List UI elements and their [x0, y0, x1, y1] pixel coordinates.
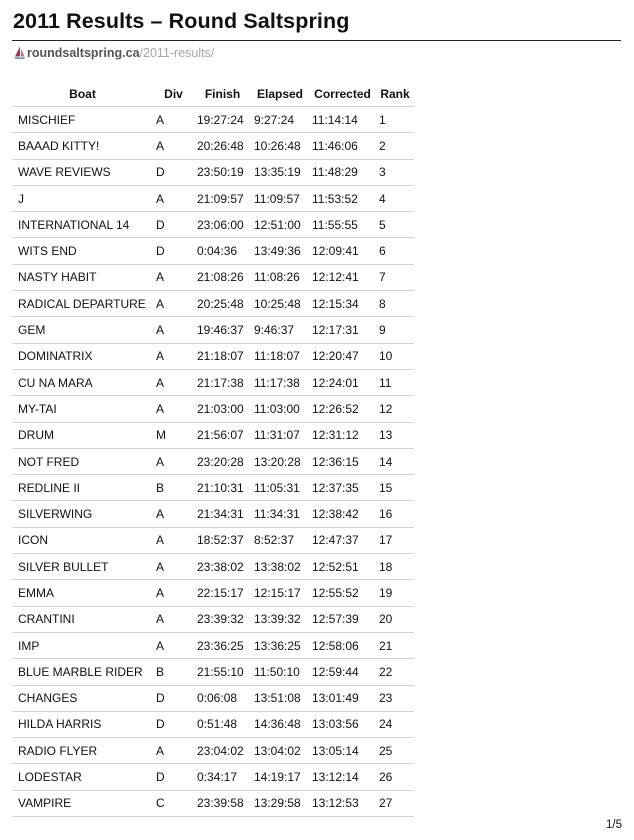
cell-rank: 20	[376, 606, 414, 632]
cell-boat: MY-TAI	[12, 396, 153, 422]
table-row	[12, 790, 414, 816]
cell-elapsed: 13:35:19	[251, 159, 309, 185]
cell-corrected: 12:52:51	[309, 554, 376, 580]
cell-corrected: 12:24:01	[309, 369, 376, 395]
cell-finish: 23:39:32	[194, 606, 251, 632]
cell-rank: 10	[376, 343, 414, 369]
cell-finish: 23:38:02	[194, 554, 251, 580]
cell-div: A	[153, 738, 194, 764]
cell-elapsed: 11:05:31	[251, 475, 309, 501]
cell-corrected: 12:59:44	[309, 659, 376, 685]
cell-rank: 23	[376, 685, 414, 711]
cell-elapsed: 13:38:02	[251, 554, 309, 580]
cell-boat: CU NA MARA	[12, 369, 153, 395]
cell-rank: 27	[376, 790, 414, 816]
cell-rank: 16	[376, 501, 414, 527]
table-row	[12, 264, 414, 290]
cell-finish: 21:55:10	[194, 659, 251, 685]
page-title: 2011 Results – Round Saltspring	[13, 9, 350, 33]
cell-rank: 25	[376, 738, 414, 764]
cell-boat: SILVERWING	[12, 501, 153, 527]
table-row	[12, 317, 414, 343]
cell-corrected: 12:20:47	[309, 343, 376, 369]
cell-elapsed: 13:04:02	[251, 738, 309, 764]
cell-rank: 4	[376, 185, 414, 211]
cell-boat: INTERNATIONAL 14	[12, 212, 153, 238]
cell-corrected: 12:12:41	[309, 264, 376, 290]
table-row	[12, 527, 414, 553]
cell-corrected: 12:38:42	[309, 501, 376, 527]
cell-corrected: 12:09:41	[309, 238, 376, 264]
cell-rank: 9	[376, 317, 414, 343]
cell-finish: 23:36:25	[194, 632, 251, 658]
cell-div: A	[153, 448, 194, 474]
table-row	[12, 369, 414, 395]
cell-div: A	[153, 527, 194, 553]
cell-div: C	[153, 790, 194, 816]
cell-elapsed: 11:03:00	[251, 396, 309, 422]
cell-rank: 24	[376, 711, 414, 737]
header-finish: Finish	[194, 81, 251, 107]
cell-boat: IMP	[12, 632, 153, 658]
cell-finish: 21:34:31	[194, 501, 251, 527]
table-row	[12, 212, 414, 238]
cell-elapsed: 13:36:25	[251, 632, 309, 658]
cell-boat: GEM	[12, 317, 153, 343]
cell-boat: CHANGES	[12, 685, 153, 711]
cell-boat: BAAAD KITTY!	[12, 133, 153, 159]
cell-rank: 18	[376, 554, 414, 580]
table-row	[12, 764, 414, 790]
cell-corrected: 11:14:14	[309, 107, 376, 133]
cell-div: D	[153, 711, 194, 737]
cell-boat: EMMA	[12, 580, 153, 606]
table-row	[12, 632, 414, 658]
cell-finish: 23:04:02	[194, 738, 251, 764]
cell-finish: 0:04:36	[194, 238, 251, 264]
cell-finish: 21:09:57	[194, 185, 251, 211]
cell-div: A	[153, 632, 194, 658]
cell-finish: 19:27:24	[194, 107, 251, 133]
cell-corrected: 13:01:49	[309, 685, 376, 711]
cell-elapsed: 11:31:07	[251, 422, 309, 448]
cell-corrected: 13:12:53	[309, 790, 376, 816]
cell-elapsed: 8:52:37	[251, 527, 309, 553]
cell-finish: 18:52:37	[194, 527, 251, 553]
table-row	[12, 159, 414, 185]
table-row	[12, 554, 414, 580]
cell-boat: SILVER BULLET	[12, 554, 153, 580]
table-row	[12, 291, 414, 317]
cell-elapsed: 9:46:37	[251, 317, 309, 343]
cell-elapsed: 12:51:00	[251, 212, 309, 238]
cell-rank: 6	[376, 238, 414, 264]
header-elapsed: Elapsed	[251, 81, 309, 107]
table-row	[12, 238, 414, 264]
table-header-row	[12, 81, 414, 107]
cell-elapsed: 11:50:10	[251, 659, 309, 685]
cell-div: D	[153, 238, 194, 264]
cell-boat: REDLINE II	[12, 475, 153, 501]
cell-rank: 15	[376, 475, 414, 501]
cell-boat: RADICAL DEPARTURE	[12, 291, 153, 317]
cell-elapsed: 10:26:48	[251, 133, 309, 159]
cell-finish: 0:06:08	[194, 685, 251, 711]
cell-corrected: 12:55:52	[309, 580, 376, 606]
cell-corrected: 12:47:37	[309, 527, 376, 553]
cell-finish: 23:06:00	[194, 212, 251, 238]
cell-rank: 5	[376, 212, 414, 238]
cell-corrected: 12:17:31	[309, 317, 376, 343]
cell-rank: 8	[376, 291, 414, 317]
header-boat: Boat	[12, 81, 153, 107]
cell-corrected: 12:31:12	[309, 422, 376, 448]
cell-rank: 12	[376, 396, 414, 422]
cell-rank: 1	[376, 107, 414, 133]
cell-boat: J	[12, 185, 153, 211]
cell-rank: 17	[376, 527, 414, 553]
cell-finish: 21:18:07	[194, 343, 251, 369]
cell-div: A	[153, 107, 194, 133]
table-row	[12, 422, 414, 448]
cell-div: A	[153, 343, 194, 369]
cell-finish: 21:08:26	[194, 264, 251, 290]
table-row	[12, 475, 414, 501]
table-row	[12, 501, 414, 527]
cell-corrected: 12:57:39	[309, 606, 376, 632]
table-row	[12, 133, 414, 159]
cell-div: A	[153, 133, 194, 159]
cell-rank: 26	[376, 764, 414, 790]
cell-boat: ICON	[12, 527, 153, 553]
cell-elapsed: 11:18:07	[251, 343, 309, 369]
cell-rank: 19	[376, 580, 414, 606]
cell-finish: 0:51:48	[194, 711, 251, 737]
cell-corrected: 13:03:56	[309, 711, 376, 737]
cell-boat: RADIO FLYER	[12, 738, 153, 764]
cell-rank: 7	[376, 264, 414, 290]
cell-finish: 23:50:19	[194, 159, 251, 185]
cell-elapsed: 13:49:36	[251, 238, 309, 264]
cell-boat: DOMINATRIX	[12, 343, 153, 369]
table-row	[12, 659, 414, 685]
source-link[interactable]	[13, 46, 214, 60]
cell-finish: 22:15:17	[194, 580, 251, 606]
cell-div: D	[153, 159, 194, 185]
header-div: Div	[153, 81, 194, 107]
cell-corrected: 12:15:34	[309, 291, 376, 317]
cell-rank: 14	[376, 448, 414, 474]
cell-rank: 22	[376, 659, 414, 685]
cell-finish: 19:46:37	[194, 317, 251, 343]
cell-elapsed: 13:29:58	[251, 790, 309, 816]
cell-div: D	[153, 685, 194, 711]
source-domain: roundsaltspring.ca	[27, 46, 140, 60]
cell-elapsed: 11:09:57	[251, 185, 309, 211]
cell-elapsed: 11:17:38	[251, 369, 309, 395]
cell-finish: 23:39:58	[194, 790, 251, 816]
table-row	[12, 185, 414, 211]
cell-corrected: 12:37:35	[309, 475, 376, 501]
cell-boat: LODESTAR	[12, 764, 153, 790]
cell-div: B	[153, 475, 194, 501]
cell-rank: 21	[376, 632, 414, 658]
cell-boat: BLUE MARBLE RIDER	[12, 659, 153, 685]
cell-boat: HILDA HARRIS	[12, 711, 153, 737]
cell-div: A	[153, 501, 194, 527]
cell-elapsed: 13:51:08	[251, 685, 309, 711]
table-row	[12, 580, 414, 606]
cell-rank: 11	[376, 369, 414, 395]
source-path: /2011-results/	[139, 46, 215, 60]
table-row	[12, 738, 414, 764]
cell-boat: VAMPIRE	[12, 790, 153, 816]
cell-div: A	[153, 317, 194, 343]
cell-finish: 21:03:00	[194, 396, 251, 422]
cell-div: A	[153, 606, 194, 632]
title-divider	[12, 40, 621, 41]
cell-rank: 2	[376, 133, 414, 159]
cell-div: A	[153, 185, 194, 211]
cell-finish: 20:25:48	[194, 291, 251, 317]
table-row	[12, 343, 414, 369]
cell-boat: NASTY HABIT	[12, 264, 153, 290]
cell-div: A	[153, 580, 194, 606]
cell-elapsed: 9:27:24	[251, 107, 309, 133]
cell-elapsed: 10:25:48	[251, 291, 309, 317]
cell-div: A	[153, 264, 194, 290]
cell-corrected: 11:53:52	[309, 185, 376, 211]
cell-elapsed: 14:19:17	[251, 764, 309, 790]
cell-boat: NOT FRED	[12, 448, 153, 474]
table-row	[12, 711, 414, 737]
results-table	[12, 81, 414, 817]
cell-div: D	[153, 212, 194, 238]
table-row	[12, 396, 414, 422]
cell-finish: 23:20:28	[194, 448, 251, 474]
cell-div: A	[153, 291, 194, 317]
cell-boat: MISCHIEF	[12, 107, 153, 133]
sailboat-icon	[13, 46, 26, 59]
cell-div: A	[153, 369, 194, 395]
cell-boat: WITS END	[12, 238, 153, 264]
cell-elapsed: 13:20:28	[251, 448, 309, 474]
cell-boat: CRANTINI	[12, 606, 153, 632]
table-row	[12, 685, 414, 711]
cell-div: A	[153, 396, 194, 422]
cell-boat: DRUM	[12, 422, 153, 448]
cell-finish: 21:17:38	[194, 369, 251, 395]
cell-corrected: 12:36:15	[309, 448, 376, 474]
cell-corrected: 13:12:14	[309, 764, 376, 790]
header-rank: Rank	[376, 81, 414, 107]
cell-elapsed: 13:39:32	[251, 606, 309, 632]
cell-div: D	[153, 764, 194, 790]
header-corrected: Corrected	[309, 81, 376, 107]
cell-corrected: 11:48:29	[309, 159, 376, 185]
cell-elapsed: 11:34:31	[251, 501, 309, 527]
cell-rank: 3	[376, 159, 414, 185]
cell-elapsed: 11:08:26	[251, 264, 309, 290]
cell-corrected: 11:46:06	[309, 133, 376, 159]
cell-elapsed: 12:15:17	[251, 580, 309, 606]
cell-div: M	[153, 422, 194, 448]
cell-rank: 13	[376, 422, 414, 448]
cell-corrected: 12:26:52	[309, 396, 376, 422]
cell-div: B	[153, 659, 194, 685]
cell-finish: 20:26:48	[194, 133, 251, 159]
cell-corrected: 12:58:06	[309, 632, 376, 658]
cell-boat: WAVE REVIEWS	[12, 159, 153, 185]
results-body	[12, 107, 414, 817]
cell-finish: 21:56:07	[194, 422, 251, 448]
cell-elapsed: 14:36:48	[251, 711, 309, 737]
cell-finish: 21:10:31	[194, 475, 251, 501]
page-number: 1/5	[606, 819, 622, 831]
table-row	[12, 606, 414, 632]
cell-corrected: 13:05:14	[309, 738, 376, 764]
table-row	[12, 448, 414, 474]
table-row	[12, 107, 414, 133]
cell-corrected: 11:55:55	[309, 212, 376, 238]
cell-div: A	[153, 554, 194, 580]
cell-finish: 0:34:17	[194, 764, 251, 790]
